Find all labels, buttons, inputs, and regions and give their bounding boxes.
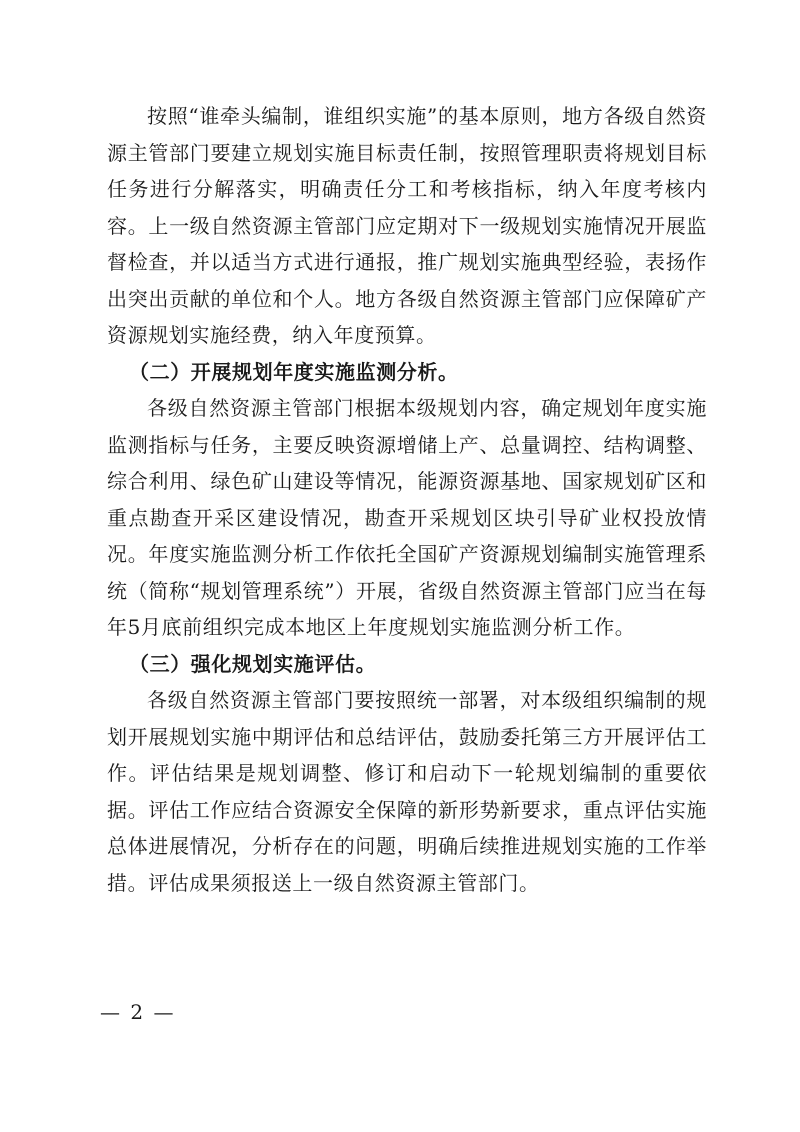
paragraph-monitoring: 各级自然资源主管部门根据本级规划内容，确定规划年度实施监测指标与任务，主要反映资源增储上产、总量调控、结构调整、综合利用、绿色矿山建设等情况，能源资源基地、国家规划矿区和重点勘查开采区建设情况，勘查开采规划区块引导矿业权投放情况。年度实施监测分析工作依托全国矿产资源规划编制实施管理系统（简称“规划管理系统”）开展，省级自然资源主管部门应当在每年5月底前组织完成本地区上年度规划实施监测分析工作。 (107, 396, 707, 639)
document-body (107, 98, 707, 901)
section-heading-evaluation: （三）强化规划实施评估。 (129, 651, 377, 676)
paragraph-evaluation: 各级自然资源主管部门要按照统一部署，对本级组织编制的规划开展规划实施中期评估和总结评估，鼓励委托第三方开展评估工作。评估结果是规划调整、修订和启动下一轮规划编制的重要依据。评估工作应结合资源安全保障的新形势新要求，重点评估实施总体进展情况，分析存在的问题，明确后续推进规划实施的工作举措。评估成果须报送上一级自然资源主管部门。 (107, 688, 707, 895)
paragraph-responsibility: 按照“谁牵头编制，谁组织实施”的基本原则，地方各级自然资源主管部门要建立规划实施目标责任制，按照管理职责将规划目标任务进行分解落实，明确责任分工和考核指标，纳入年度考核内容。上一级自然资源主管部门应定期对下一级规划实施情况开展监督检查，并以适当方式进行通报，推广规划实施典型经验，表扬作出突出贡献的单位和个人。地方各级自然资源主管部门应保障矿产资源规划实施经费，纳入年度预算。 (107, 104, 707, 347)
page-number: — 2 — (100, 1000, 176, 1024)
section-heading-monitoring: （二）开展规划年度实施监测分析。 (129, 359, 459, 384)
